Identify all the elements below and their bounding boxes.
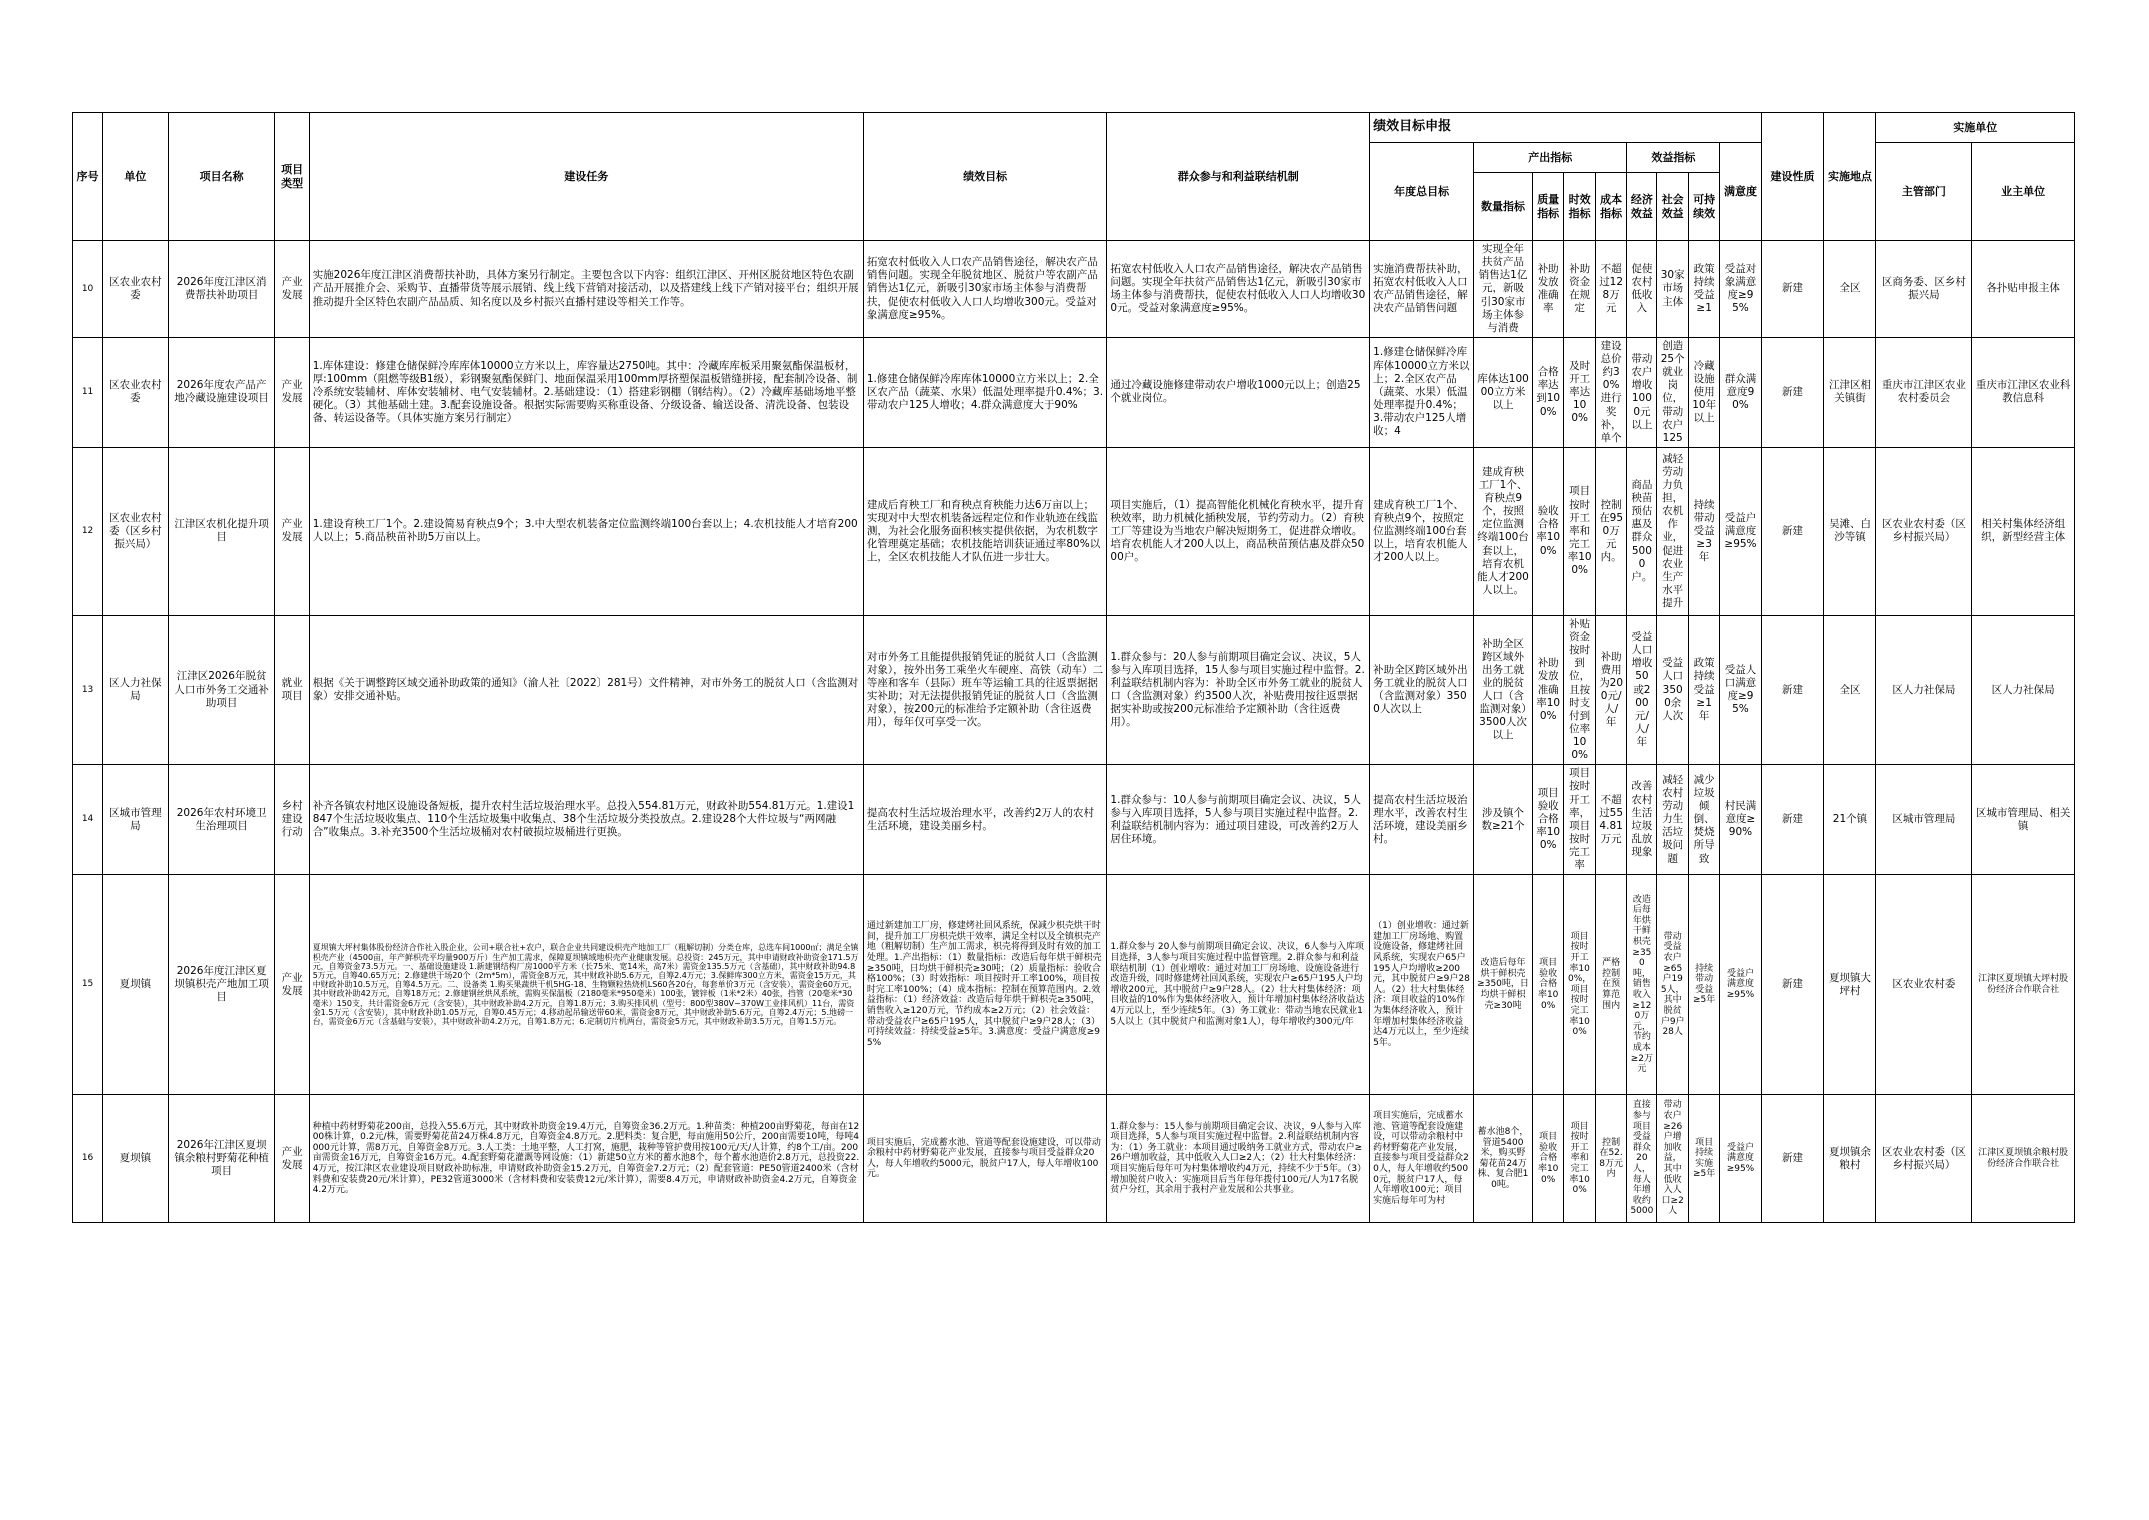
cell-satisfaction: 受益人口满意度≥95% — [1720, 615, 1761, 764]
table-row — [73, 337, 2075, 447]
cell-quantity: 补助全区跨区域外出务工就业的脱贫人口（含监测对象）3500人次以上 — [1474, 615, 1533, 764]
cell-project-type: 产业发展 — [275, 241, 309, 338]
cell-sustainable: 冷藏设施使用10年以上 — [1688, 337, 1719, 447]
cell-project-name: 江津区2026年脱贫人口市外务工交通补助项目 — [168, 615, 275, 764]
cell-task: 1.库体建设：修建仓储保鲜冷库库体10000立方米以上，库容量达2750吨。其中：冷藏库库板采用聚氨酯保温板材，厚:100mm（阻燃等级B1级），彩钢聚氨酯保鲜门、地面保温采用100mm厚挤塑保温板错缝拼接，配套制冷设备、制冷系统安装辅材、库体安装辅材、电气安装辅材。2.基础建设：（1）搭建彩钢棚（钢结构）。（2）冷藏库基础场地平整硬化。（3）其他基础土建。3.配套设施设备。根据实际需要购买称重设备、分级设备、输送设备、清洗设备、包装设备、转运设备等。（具体实施方案另行制定） — [309, 337, 863, 447]
cell-annual-goal: 建成育秧工厂1个、育秧点9个，按照定位监测终端100台套以上，培育农机能人才200人以上。 — [1370, 447, 1474, 615]
cell-goal: 拓宽农村低收入人口农产品销售途径，解决农产品销售问题。实现全年脱贫地区、脱贫户等农副产品销售达1亿元，新吸引30家市场主体参与消费帮扶，促使农村低收入人口人均增收300元。受益对象满意度≥95%。 — [863, 241, 1107, 338]
cell-unit: 夏坝镇 — [103, 1095, 169, 1223]
cell-cost: 不超过554.81万元 — [1595, 765, 1626, 875]
table-row — [73, 615, 2075, 764]
cell-unit: 区农业农村委（区乡村振兴局） — [103, 447, 169, 615]
header-project-type: 项目类型 — [275, 113, 309, 241]
cell-quality: 项目验收合格率100% — [1532, 765, 1563, 875]
cell-economic: 改善农村生活垃圾乱放现象 — [1627, 765, 1657, 875]
header-quality: 质量指标 — [1532, 173, 1563, 241]
cell-timeliness: 项目按时开工率100%，项目按时完工率100% — [1564, 875, 1595, 1095]
cell-nature: 新建 — [1761, 765, 1824, 875]
cell-seq: 11 — [73, 337, 103, 447]
cell-goal: 通过新建加工厂房，修建烤社回风系统，保减少枳壳烘干时间，提升加工厂房枳壳烘干效率，满足全村以及全镇枳壳产地（粗解切制）生产加工需求，枳壳将得到及时有效的加工处理。1.产出指标：（1）数量指标：改造后每年烘干鲜枳壳≥350吨，日均烘干鲜枳壳≥30吨；（2）质量指标：验收合格100%；（3）时效指标：项目按时开工率100%，项目按时完工率100%；（4）成本指标：控制在预算范围内。2.效益指标：（1）经济效益：改造后每年烘干鲜枳壳≥350吨，销售收入≥120万元，节约成本≥2万元；（2）社会效益：带动受益农户≥65户195人，其中脱贫户≥9户28人；（3）可持续效益：持续受益≥5年。3.满意度：受益户满意度≥95% — [863, 875, 1107, 1095]
cell-project-type: 产业发展 — [275, 447, 309, 615]
cell-quality: 验收合格率100% — [1532, 447, 1563, 615]
cell-economic: 商品秧苗预估惠及群众5000户。 — [1627, 447, 1657, 615]
header-nature: 建设性质 — [1761, 113, 1824, 241]
cell-annual-goal: 补助全区跨区域外出务工就业的脱贫人口（含监测对象）3500人次以上 — [1370, 615, 1474, 764]
cell-dept: 区商务委、区乡村振兴局 — [1876, 241, 1972, 338]
header-output: 产出指标 — [1474, 143, 1627, 173]
cell-location: 全区 — [1824, 615, 1876, 764]
cell-sustainable: 政策持续受益≥1年 — [1688, 615, 1719, 764]
cell-timeliness: 补助资金在规定 — [1564, 241, 1595, 338]
cell-location: 夏坝镇余粮村 — [1824, 1095, 1876, 1223]
cell-timeliness: 项目按时开工率和完工率100% — [1564, 447, 1595, 615]
cell-goal: 提高农村生活垃圾治理水平，改善约2万人的农村生活环境，建设美丽乡村。 — [863, 765, 1107, 875]
header-timeliness: 时效指标 — [1564, 173, 1595, 241]
cell-cost: 控制在52.8万元内 — [1595, 1095, 1626, 1223]
header-row-1 — [73, 113, 2075, 143]
cell-timeliness: 项目按时开工率，项目按时完工率 — [1564, 765, 1595, 875]
cell-sustainable: 政策持续受益≥1 — [1688, 241, 1719, 338]
cell-economic: 带动农户增收1000元以上 — [1627, 337, 1657, 447]
header-quantity: 数量指标 — [1474, 173, 1533, 241]
cell-mechanism: 1.群众参与：15人参与前期项目确定会议、决议，9人参与入库项目选择，5人参与项目实施过程中监督。2.利益联结机制内容为：（1）务工就业：本项目通过吸纳务工就业方式，带动农户≥26户增加收益，其中低收入人口≥2人；（2）壮大村集体经济：项目实施后每年可为村集体增收约4万元，持续不少于5年。（3）增加脱贫户收入：实施项目后当年每年拨付100元/人为17名脱贫户分红，其余用于我村产业发展和公共事业。 — [1107, 1095, 1370, 1223]
cell-nature: 新建 — [1761, 447, 1824, 615]
header-construction-task: 建设任务 — [309, 113, 863, 241]
cell-cost: 补助费用为200元/人/年 — [1595, 615, 1626, 764]
cell-quantity: 涉及镇个数≥21个 — [1474, 765, 1533, 875]
cell-quality: 补助发放准确率100% — [1532, 615, 1563, 764]
cell-unit: 夏坝镇 — [103, 875, 169, 1095]
cell-mechanism: 1.群众参与：20人参与前期项目确定会议、决议，5人参与入库项目选择，15人参与项目实施过程中监督。2.利益联结机制内容为：补助全区市外务工就业的脱贫人口（含监测对象）约3500人次，补贴费用按往返票据据实补助或按200元标准给予定额补助（含往返费用）。 — [1107, 615, 1370, 764]
cell-seq: 15 — [73, 875, 103, 1095]
cell-owner: 区城市管理局、相关镇 — [1972, 765, 2075, 875]
cell-quality: 项目验收合格率100% — [1532, 1095, 1563, 1223]
header-mechanism: 群众参与和利益联结机制 — [1107, 113, 1370, 241]
cell-owner: 重庆市江津区农业科教信息科 — [1972, 337, 2075, 447]
cell-quantity: 蓄水池8个，管道5400米，购买野菊花苗24万株、复合肥10吨。 — [1474, 1095, 1533, 1223]
header-dept: 主管部门 — [1876, 143, 1972, 241]
table-row — [73, 1095, 2075, 1223]
header-annual-goal: 年度总目标 — [1370, 143, 1474, 241]
cell-quality: 项目验收合格率100% — [1532, 875, 1563, 1095]
header-economic: 经济效益 — [1627, 173, 1657, 241]
cell-satisfaction: 受益对象满意度≥95% — [1720, 241, 1761, 338]
cell-nature: 新建 — [1761, 1095, 1824, 1223]
cell-seq: 13 — [73, 615, 103, 764]
cell-mechanism: 通过冷藏设施修建带动农户增收1000元以上；创造25个就业岗位。 — [1107, 337, 1370, 447]
cell-task: 夏坝镇大坪村集体股份经济合作社入股企业，公司+联合社+农户，联合企业共同建设枳壳产地加工厂（粗解切制）分类仓库，总选车间1000㎡；满足全镇枳壳产业（4500亩，年产鲜枳壳平均量900万斤）生产加工需求，保障夏坝镇域地枳壳产业健康发展。总投资：245万元，其中申请财政补助资金171.5万元，自筹资金73.5万元。一、基础设施建设 1.新建钢结构厂房1000平方米（长75米、宽14米，高7米）需资金135.5万元（含基础），其中财政补助94.85万元，自筹40.65万元；2.修建烘干场20个（2m*5m），需资金8万元，其中财政补助5.6万元，自筹2.4万元；3.保鲜库300立方米，需资金15万元，其中财政补助10.5万元，自筹4.5万元。二、设备类 1.购买果蔬烘干机5HG-18、生物颗粒热烧机LS60各20台，每套单价3万元（含安装），需资金60万元，其中财政补助42万元，自筹18万元；2.修建钢丝烘风系统，需购买保温板（2180毫米*950毫米）100张，镀锌板（1米*2米）40张，挡管（20毫米*30毫米）150支，共计需资金6万元（含安装），其中财政补助4.2万元，自筹1.8万元；3.购买排风机（型号：800型380V~370W工业排风机）11台，需资金1.5万元（含安装），其中财政补助1.05万元，自筹0.45万元；4.移动起吊输送带60米，需资金8万元，其中财政补助5.6万元，自筹2.4万元；5.地磅一台，需资金6万元（含基础与安装），其中财政补助4.2万元，自筹1.8万元；6.定制切片机两台，需资金5万元，其中财政补助3.5万元，自筹1.5万元。 — [309, 875, 863, 1095]
cell-project-type: 产业发展 — [275, 875, 309, 1095]
cell-seq: 10 — [73, 241, 103, 338]
cell-quantity: 库体达10000立方米以上 — [1474, 337, 1533, 447]
cell-economic: 改造后每年烘干鲜枳壳≥350吨，销售收入≥120万元，节约成本≥2万元 — [1627, 875, 1657, 1095]
cell-project-type: 产业发展 — [275, 337, 309, 447]
cell-owner: 江津区夏坝镇余粮村股份经济合作联合社 — [1972, 1095, 2075, 1223]
cell-owner: 江津区夏坝镇大坪村股份经济合作联合社 — [1972, 875, 2075, 1095]
cell-mechanism: 1.群众参与 20人参与前期项目确定会议、决议，6人参与入库项目选择，3人参与项目实施过程中监督管理。2.群众参与和利益联结机制（1）创业增收：通过对加工厂房场地、设施设备进行改造升级，同时修建烤社回风系统，实现农户≥65户195人户均增收200元，其中脱贫户≥9户28人。（2）壮大村集体经济：项目收益的10%作为集体经济收入，预计年增加村集体经济收益达4万元以上，至少连续5年。（3）务工就业：带动当地农民就业15人以上（其中脱贫户和监测对象1人），每年增收约300元/年 — [1107, 875, 1370, 1095]
cell-sustainable: 项目持续实施≥5年 — [1688, 1095, 1719, 1223]
cell-timeliness: 项目按时开工率和完工率100% — [1564, 1095, 1595, 1223]
header-perf-report: 绩效目标申报 — [1370, 113, 1761, 143]
cell-social: 带动受益农户≥65户195人，其中脱贫户9户28人 — [1657, 875, 1688, 1095]
cell-task: 根据《关于调整跨区域交通补助政策的通知》（渝人社〔2022〕281号）文件精神，对市外务工的脱贫人口（含监测对象）安排交通补贴。 — [309, 615, 863, 764]
header-unit: 单位 — [103, 113, 169, 241]
cell-unit: 区农业农村委 — [103, 337, 169, 447]
cell-sustainable: 持续带动受益≥5年 — [1688, 875, 1719, 1095]
cell-seq: 14 — [73, 765, 103, 875]
cell-satisfaction: 村民满意度≥90% — [1720, 765, 1761, 875]
cell-seq: 16 — [73, 1095, 103, 1223]
cell-project-type: 就业项目 — [275, 615, 309, 764]
cell-dept: 区农业农村委 — [1876, 875, 1972, 1095]
header-project-name: 项目名称 — [168, 113, 275, 241]
cell-economic: 受益人口增收50或200元/人/年 — [1627, 615, 1657, 764]
cell-mechanism: 1.群众参与：10人参与前期项目确定会议、决议，5人参与入库项目选择，5人参与项目实施过程中监督。2.利益联结机制内容为：通过项目建设，可改善约2万人居住环境。 — [1107, 765, 1370, 875]
cell-location: 吴滩、白沙等镇 — [1824, 447, 1876, 615]
cell-dept: 区人力社保局 — [1876, 615, 1972, 764]
cell-cost: 建设总价约30%进行奖补，单个 — [1595, 337, 1626, 447]
header-performance-goal: 绩效目标 — [863, 113, 1107, 241]
cell-location: 夏坝镇大坪村 — [1824, 875, 1876, 1095]
cell-social: 受益人口3500余人次 — [1657, 615, 1688, 764]
cell-cost: 不超过128万元 — [1595, 241, 1626, 338]
cell-dept: 区农业农村委（区乡村振兴局） — [1876, 1095, 1972, 1223]
cell-annual-goal: 提高农村生活垃圾治理水平，改善农村生活环境，建设美丽乡村。 — [1370, 765, 1474, 875]
cell-social: 带动农户≥26户增加收益，其中低收入人口≥2人 — [1657, 1095, 1688, 1223]
header-owner: 业主单位 — [1972, 143, 2075, 241]
cell-cost: 严格控制在预算范围内 — [1595, 875, 1626, 1095]
cell-social: 30家市场主体 — [1657, 241, 1688, 338]
cell-mechanism: 项目实施后，（1）提高智能化机械化育秧水平，提升育秧效率，助力机械化插秧发展，节约劳动力。（2）育秧工厂等建设为当地农户解决短期务工，促进群众增收。培育农机能人才200人以上，商品秧苗预估惠及群众5000户。 — [1107, 447, 1370, 615]
cell-satisfaction: 受益户满意度≥95% — [1720, 1095, 1761, 1223]
cell-satisfaction: 受益户满意度≥95% — [1720, 875, 1761, 1095]
cell-unit: 区人力社保局 — [103, 615, 169, 764]
header-seq: 序号 — [73, 113, 103, 241]
cell-dept: 区农业农村委（区乡村振兴局） — [1876, 447, 1972, 615]
cell-nature: 新建 — [1761, 615, 1824, 764]
cell-unit: 区城市管理局 — [103, 765, 169, 875]
cell-social: 减轻农村劳动力生活垃圾问题 — [1657, 765, 1688, 875]
cell-quantity: 实现全年扶贫产品销售达1亿元，新吸引30家市场主体参与消费 — [1474, 241, 1533, 338]
cell-cost: 控制在950万元内。 — [1595, 447, 1626, 615]
cell-nature: 新建 — [1761, 875, 1824, 1095]
header-satisfaction: 满意度 — [1720, 143, 1761, 241]
header-social: 社会效益 — [1657, 173, 1688, 241]
cell-task: 实施2026年度江津区消费帮扶补助，具体方案另行制定。主要包含以下内容：组织江津区、开州区脱贫地区特色农副产品开展推介会、采购节、直播带货等展示展销、线上线下营销对接活动，以及搭建线上线下产销对接平台；组织开展推动提升全区特色农副产品品质、知名度以及乡村振兴直播村建设等相关工作等。 — [309, 241, 863, 338]
cell-dept: 重庆市江津区农业农村委员会 — [1876, 337, 1972, 447]
cell-quantity: 建成育秧工厂1个、育秧点9个，按照定位监测终端100台套以上，培育农机能人才200人以上。 — [1474, 447, 1533, 615]
cell-social: 创造25个就业岗位，带动农户125 — [1657, 337, 1688, 447]
cell-project-name: 2026年度农产品产地冷藏设施建设项目 — [168, 337, 275, 447]
table-row — [73, 447, 2075, 615]
header-cost: 成本指标 — [1595, 173, 1626, 241]
cell-project-type: 乡村建设行动 — [275, 765, 309, 875]
cell-goal: 项目实施后，完成蓄水池、管道等配套设施建设，可以带动余粮村中药材野菊花产业发展，直接参与项目受益群众20人，每人年增收约5000元，脱贫户17人，每人年增收100元。 — [863, 1095, 1107, 1223]
cell-economic: 直接参与项目受益群众20人，每人年增收约5000 — [1627, 1095, 1657, 1223]
cell-quantity: 改造后每年烘干鲜枳壳≥350吨，日均烘干鲜枳壳≥30吨 — [1474, 875, 1533, 1095]
cell-project-name: 2026年度江津区夏坝镇枳壳产地加工项目 — [168, 875, 275, 1095]
header-sustainable: 可持续效 — [1688, 173, 1719, 241]
cell-owner: 区人力社保局 — [1972, 615, 2075, 764]
cell-goal: 对市外务工且能提供报销凭证的脱贫人口（含监测对象），按外出务工乘坐火车硬座、高铁（动车）二等座和客车（县际）班车等运输工具的往返票据据实补助；对无法提供报销凭证的脱贫人口（含监测对象），按200元的标准给予定额补助（含往返费用），每年仅可享受一次。 — [863, 615, 1107, 764]
cell-seq: 12 — [73, 447, 103, 615]
cell-goal: 1.修建仓储保鲜冷库库体10000立方米以上；2.全区农产品（蔬菜、水果）低温处理率提升0.4%；3.带动农户125人增收；4.群众满意度大于90% — [863, 337, 1107, 447]
cell-timeliness: 及时开工率达100% — [1564, 337, 1595, 447]
table-row — [73, 875, 2075, 1095]
cell-task: 种植中药材野菊花200亩，总投入55.6万元，其中财政补助资金19.4万元，自筹资金36.2万元。1.种苗类：种植200亩野菊花，每亩在1200株计算，0.2元/株，需要野菊花苗24万株4.8万元，自筹资金4.8万元。2.肥料类：复合肥，每亩施用50公斤，200亩需要10吨，每吨4000元计算，需8万元，自筹资金8万元。3.人工类：土地平整，人工打窝，施肥，栽种等管护费用按100元/天/人计算，约8个工/亩。200亩需资金16万元，自筹资金16万元。4.配套野菊花灌溉等网设施：（1）新建50立方米的蓄水池8个，每个蓄水池造价2.8万元，总投资22.4万元，按江津区农业建设项目财政补助标准，申请财政补助资金15.2万元，自筹资金7.2万元；（2）配套管道：PE50管道2400米（含材料费和安装费20元/米计算），PE32管道3000米（含材料费和安装费12元/米计算），需要8.4万元，申请财政补助资金4.2万元，自筹资金4.2万元。 — [309, 1095, 863, 1223]
cell-annual-goal: 项目实施后，完成蓄水池、管道等配套设施建设，可以带动余粮村中药材野菊花产业发展，直接参与项目受益群众20人，每人年增收约5000元，脱贫户17人，每人年增收100元；项目实施后每年可为村 — [1370, 1095, 1474, 1223]
cell-project-type: 产业发展 — [275, 1095, 309, 1223]
cell-location: 全区 — [1824, 241, 1876, 338]
cell-project-name: 2026年江津区夏坝镇余粮村野菊花种植项目 — [168, 1095, 275, 1223]
cell-project-name: 江津区农机化提升项目 — [168, 447, 275, 615]
project-table — [72, 112, 2075, 1223]
cell-timeliness: 补贴资金按时到位，且按时支付到位率100% — [1564, 615, 1595, 764]
table-row — [73, 765, 2075, 875]
header-impl-unit: 实施单位 — [1876, 113, 2075, 143]
cell-satisfaction: 群众满意度90% — [1720, 337, 1761, 447]
cell-location: 21个镇 — [1824, 765, 1876, 875]
cell-task: 1.建设育秧工厂1个。2.建设简易育秧点9个；3.中大型农机装备定位监测终端100台套以上；4.农机技能人才培育200人以上；5.商品秧苗补助5万亩以上。 — [309, 447, 863, 615]
cell-annual-goal: 实施消费帮扶补助，拓宽农村低收入人口农产品销售途径，解决农产品销售问题 — [1370, 241, 1474, 338]
cell-owner: 相关村集体经济组织，新型经营主体 — [1972, 447, 2075, 615]
cell-mechanism: 拓宽农村低收入人口农产品销售途径，解决农产品销售问题。实现全年扶贫产品销售达1亿元，新吸引30家市场主体参与消费帮扶，促使农村低收入人口人均增收300元。受益对象满意度≥95%。 — [1107, 241, 1370, 338]
cell-nature: 新建 — [1761, 241, 1824, 338]
cell-task: 补齐各镇农村地区设施设备短板，提升农村生活垃圾治理水平。总投入554.81万元，财政补助554.81万元。1.建设1847个生活垃圾收集点、110个生活垃圾集中收集点、38个生活垃圾分类投放点。2.建设28个大件垃圾与“两网融合”收集点。3.补充3500个生活垃圾桶对农村破损垃圾桶进行更换。 — [309, 765, 863, 875]
cell-project-name: 2026年农村环境卫生治理项目 — [168, 765, 275, 875]
header-location: 实施地点 — [1824, 113, 1876, 241]
cell-sustainable: 减少垃圾倾倒、焚烧所导致 — [1688, 765, 1719, 875]
cell-quality: 补助发放准确率 — [1532, 241, 1563, 338]
cell-social: 减轻劳动力负担，农机作业，促进农业生产水平提升 — [1657, 447, 1688, 615]
table-row — [73, 241, 2075, 338]
cell-dept: 区城市管理局 — [1876, 765, 1972, 875]
cell-sustainable: 持续带动受益≥3年 — [1688, 447, 1719, 615]
cell-unit: 区农业农村委 — [103, 241, 169, 338]
cell-annual-goal: 1.修建仓储保鲜冷库库体10000立方米以上；2.全区农产品（蔬菜、水果）低温处理率提升0.4%；3.带动农户125人增收；4 — [1370, 337, 1474, 447]
cell-owner: 各扑贴申报主体 — [1972, 241, 2075, 338]
cell-economic: 促使农村低收入 — [1627, 241, 1657, 338]
cell-goal: 建成后育秧工厂和育秧点育秧能力达6万亩以上；实现对中大型农机装备远程定位和作业轨迹在线监测，为社会化服务面积核实提供依据，为农机数字化管理奠定基础；农机技能培训获证通过率80%以上，全区农机技能人才队伍进一步壮大。 — [863, 447, 1107, 615]
header-benefit: 效益指标 — [1627, 143, 1720, 173]
cell-quality: 合格率达到100% — [1532, 337, 1563, 447]
cell-nature: 新建 — [1761, 337, 1824, 447]
cell-annual-goal: （1）创业增收：通过新建加工厂房场地、购置设施设备，修建烤社回风系统，实现农户65户195人户均增收≥200元，其中脱贫户≥9户28人。（2）壮大村集体经济：项目收益的10%作为集体经济收入，预计年增加村集体经济收益达4万元以上，至少连续5年。 — [1370, 875, 1474, 1095]
cell-project-name: 2026年度江津区消费帮扶补助项目 — [168, 241, 275, 338]
cell-satisfaction: 受益户满意度≥95% — [1720, 447, 1761, 615]
cell-location: 江津区相关镇街 — [1824, 337, 1876, 447]
